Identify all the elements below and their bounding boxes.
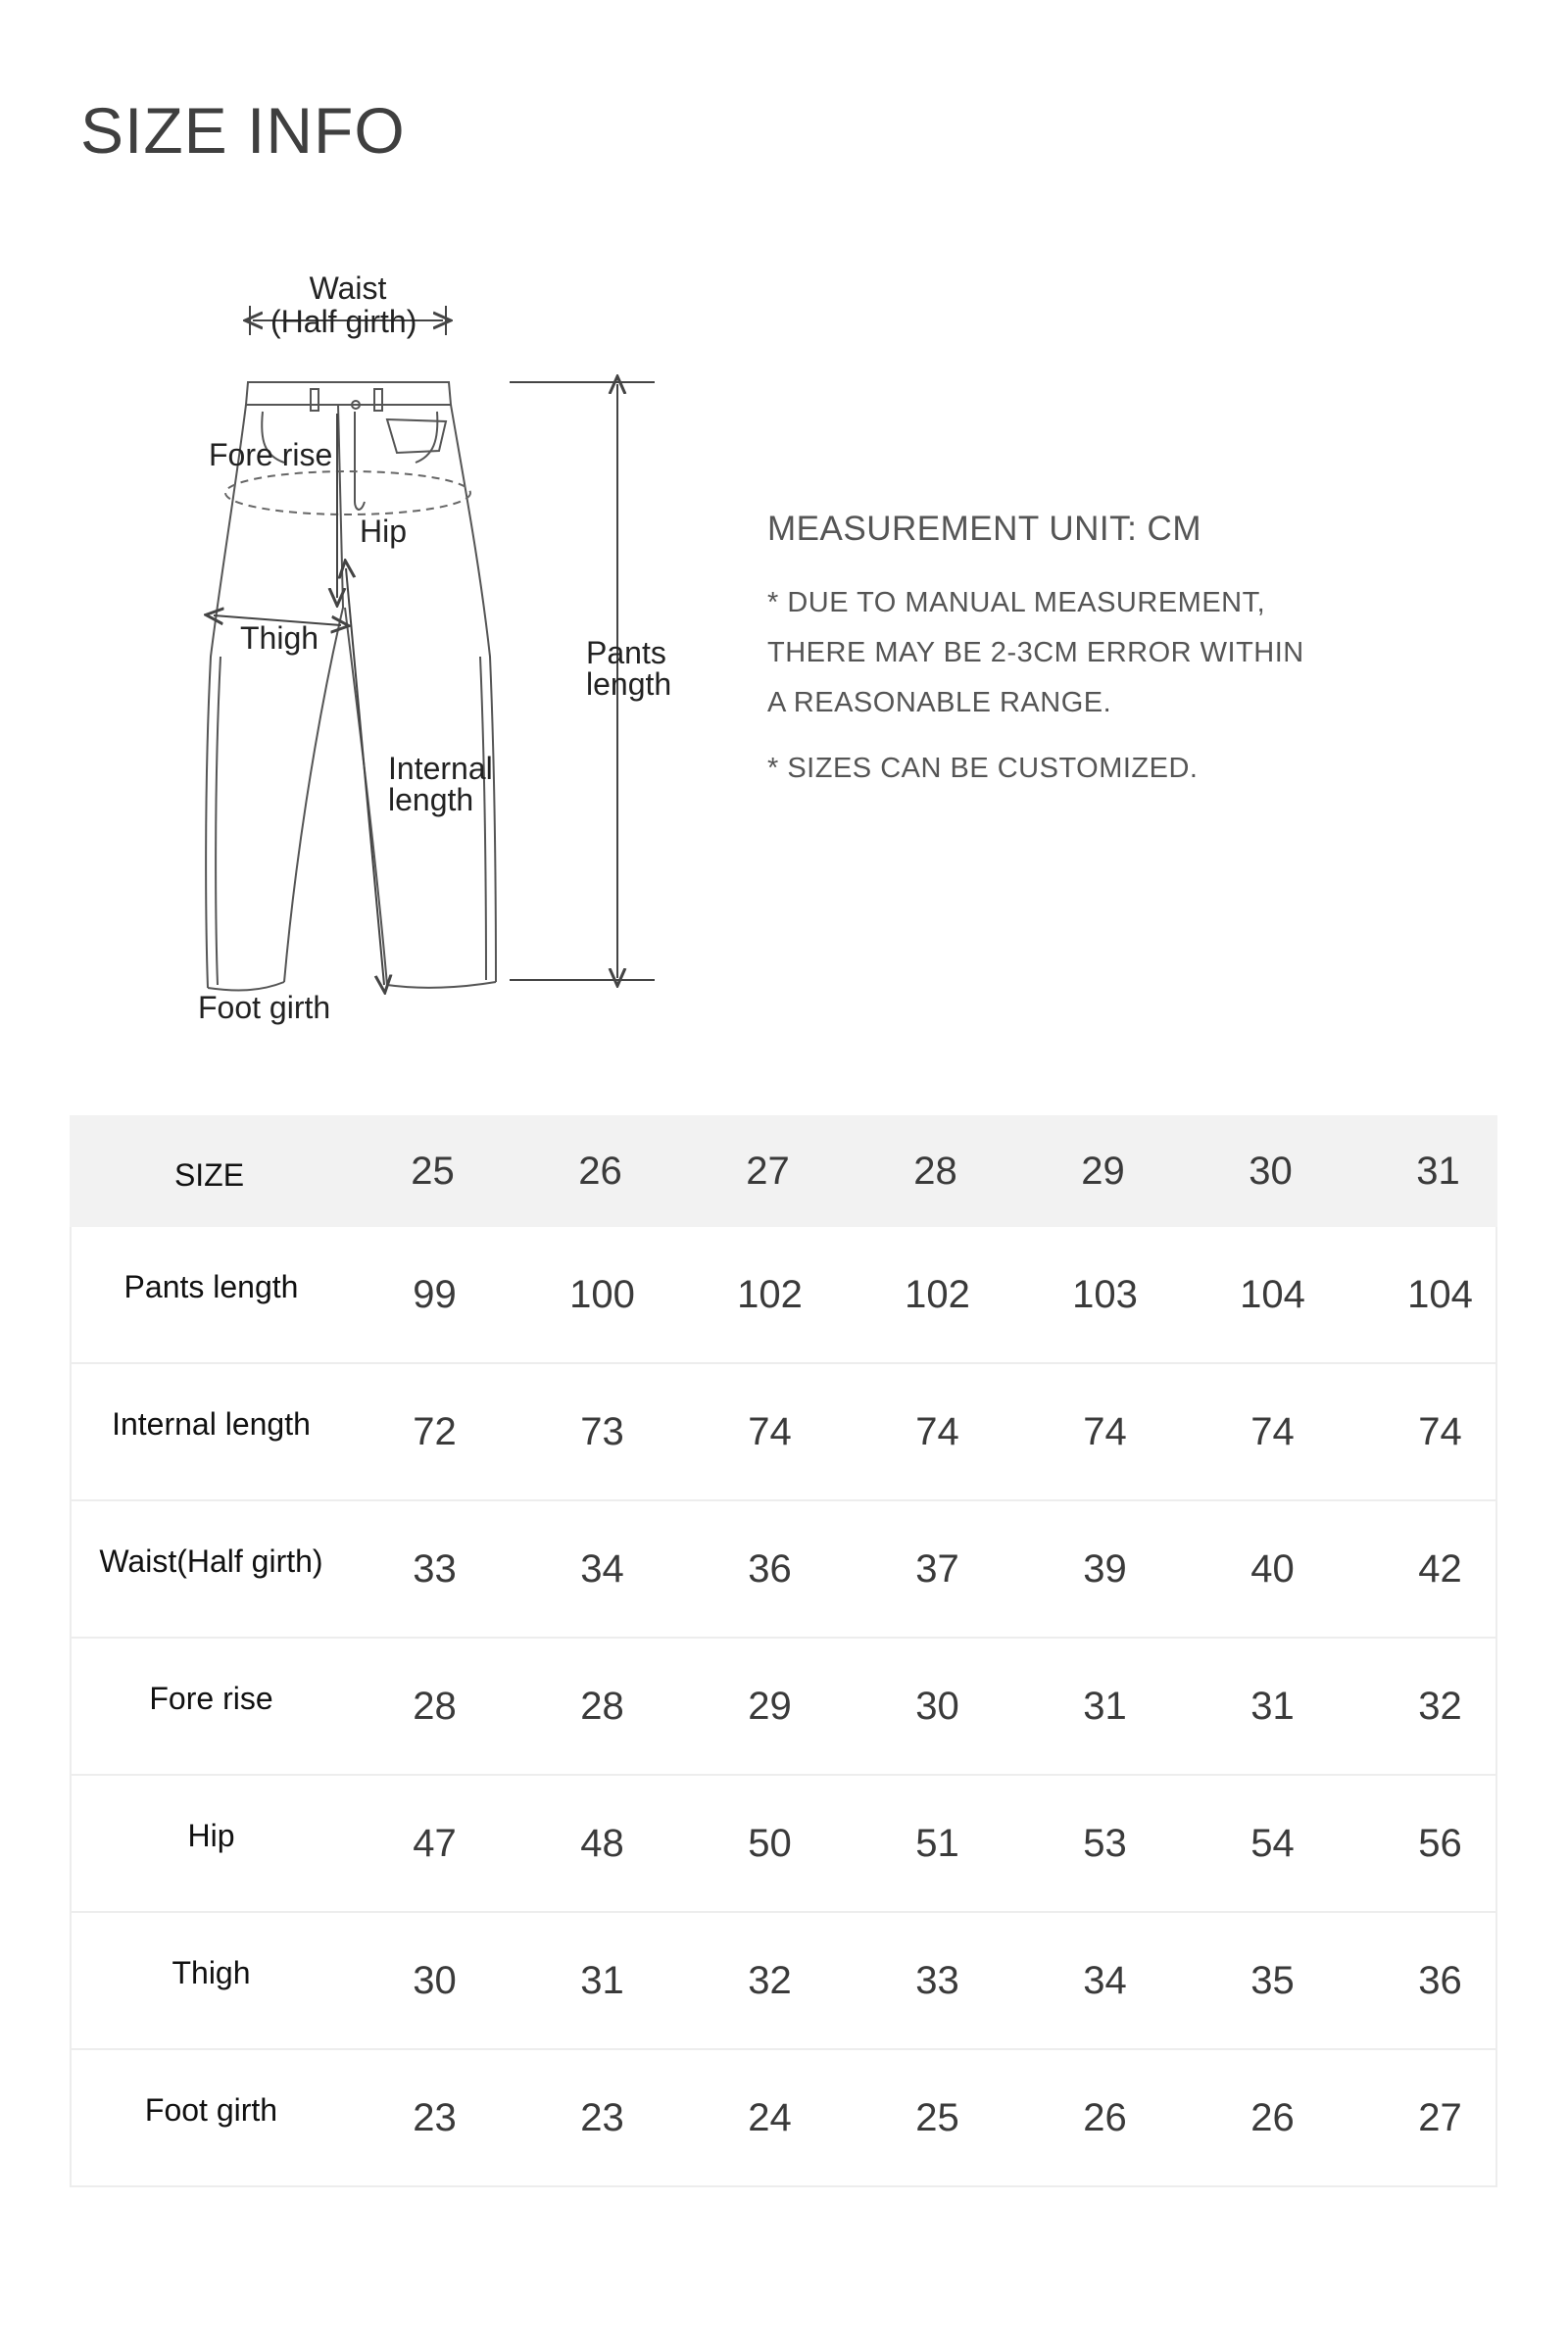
table-cell: 48 <box>580 1821 624 1865</box>
table-cell: 74 <box>748 1409 792 1453</box>
table-cell: 74 <box>1250 1409 1295 1453</box>
waist-label: Waist <box>309 270 387 306</box>
thigh-label: Thigh <box>240 620 319 656</box>
table-cell: 42 <box>1418 1546 1462 1591</box>
customization-note: * SIZES CAN BE CUSTOMIZED. <box>767 753 1199 784</box>
table-cell: 51 <box>915 1821 959 1865</box>
table-cell: 29 <box>748 1684 792 1728</box>
table-row-fore-rise <box>70 1639 1497 1776</box>
fore-rise-label: Fore rise <box>209 437 333 472</box>
table-cell: 39 <box>1083 1546 1127 1591</box>
table-row-foot-girth <box>70 2050 1497 2187</box>
table-row-pants-length <box>70 1227 1497 1364</box>
table-cell: 23 <box>580 2095 624 2139</box>
table-cell: 54 <box>1250 1821 1295 1865</box>
table-cell: 99 <box>413 1272 457 1316</box>
table-row-hip <box>70 1776 1497 1913</box>
table-cell: 37 <box>915 1546 959 1591</box>
page-title: SIZE INFO <box>80 94 406 167</box>
table-cell: 73 <box>580 1409 624 1453</box>
table-cell: 104 <box>1407 1272 1473 1316</box>
table-cell: 31 <box>1250 1684 1295 1728</box>
table-cell: 36 <box>1418 1958 1462 2002</box>
table-cell: 34 <box>580 1546 624 1591</box>
size-header-cell: 26 <box>578 1149 622 1193</box>
table-cell: 23 <box>413 2095 457 2139</box>
table-cell: 24 <box>748 2095 792 2139</box>
table-cell: 34 <box>1083 1958 1127 2002</box>
table-cell: 74 <box>1083 1409 1127 1453</box>
table-cell: 33 <box>915 1958 959 2002</box>
table-cell: 26 <box>1083 2095 1127 2139</box>
table-cell: 30 <box>413 1958 457 2002</box>
pants-length-label-line1: Pants <box>586 635 666 670</box>
table-cell: 104 <box>1240 1272 1305 1316</box>
size-header-cell: 31 <box>1416 1149 1460 1193</box>
row-label: Thigh <box>172 1954 251 1990</box>
measurement-unit: MEASUREMENT UNIT: CM <box>767 510 1201 548</box>
table-cell: 103 <box>1072 1272 1138 1316</box>
size-header-cell: 27 <box>746 1149 790 1193</box>
table-cell: 53 <box>1083 1821 1127 1865</box>
table-cell: 33 <box>413 1546 457 1591</box>
hip-label: Hip <box>360 514 408 549</box>
pants-length-label-line2: length <box>586 666 672 702</box>
table-cell: 32 <box>748 1958 792 2002</box>
table-cell: 50 <box>748 1821 792 1865</box>
size-header-label: SIZE <box>173 1156 245 1193</box>
row-label: Internal length <box>112 1405 311 1442</box>
table-cell: 35 <box>1250 1958 1295 2002</box>
size-header-cell: 30 <box>1249 1149 1293 1193</box>
table-cell: 100 <box>569 1272 635 1316</box>
table-cell: 102 <box>905 1272 970 1316</box>
table-cell: 31 <box>580 1958 624 2002</box>
row-label: Hip <box>187 1817 235 1853</box>
row-label: Waist(Half girth) <box>99 1543 323 1579</box>
measurement-notes <box>767 510 1473 809</box>
table-cell: 28 <box>580 1684 624 1728</box>
table-cell: 72 <box>413 1409 457 1453</box>
table-cell: 31 <box>1083 1684 1127 1728</box>
row-label: Fore rise <box>149 1680 273 1716</box>
table-cell: 74 <box>915 1409 959 1453</box>
size-table <box>70 1115 1497 2187</box>
table-cell: 40 <box>1250 1546 1295 1591</box>
size-header-cell: 28 <box>913 1149 957 1193</box>
table-cell: 26 <box>1250 2095 1295 2139</box>
size-header-cell: 25 <box>411 1149 455 1193</box>
table-cell: 36 <box>748 1546 792 1591</box>
table-row-internal-length <box>70 1364 1497 1501</box>
foot-girth-label: Foot girth <box>198 990 331 1025</box>
row-label: Foot girth <box>144 2091 278 2128</box>
pants-diagram <box>0 245 706 1049</box>
internal-length-label-line2: length <box>388 782 474 817</box>
table-cell: 25 <box>915 2095 959 2139</box>
internal-length-label-line1: Internal <box>388 751 493 786</box>
waist-half-girth-label: (Half girth) <box>270 304 417 339</box>
row-label: Pants length <box>123 1268 299 1304</box>
table-row-thigh <box>70 1913 1497 2050</box>
size-header-cell: 29 <box>1081 1149 1125 1193</box>
table-cell: 32 <box>1418 1684 1462 1728</box>
table-header-row <box>70 1115 1497 1227</box>
measurement-error-note: * DUE TO MANUAL MEASUREMENT, THERE MAY BE 2-3CM ERROR WITHIN A REASONABLE RANGE. <box>767 587 1304 718</box>
table-row-waist <box>70 1501 1497 1639</box>
table-cell: 56 <box>1418 1821 1462 1865</box>
table-cell: 47 <box>413 1821 457 1865</box>
table-cell: 30 <box>915 1684 959 1728</box>
table-cell: 27 <box>1418 2095 1462 2139</box>
table-cell: 74 <box>1418 1409 1462 1453</box>
table-cell: 102 <box>737 1272 803 1316</box>
table-cell: 28 <box>413 1684 457 1728</box>
